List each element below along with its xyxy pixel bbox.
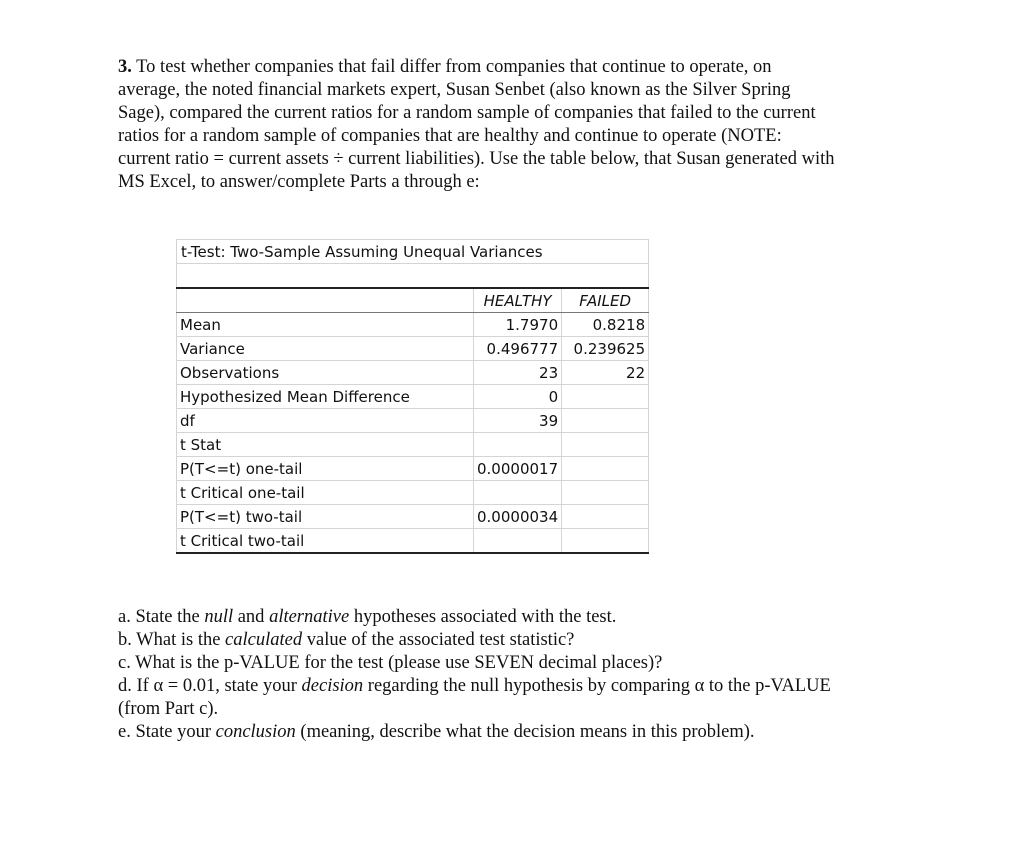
failed-value [562, 505, 649, 529]
failed-value [562, 457, 649, 481]
question-a-emphasis-null: null [204, 607, 234, 627]
failed-value [562, 409, 649, 433]
failed-value [562, 481, 649, 505]
problem-line-5: current ratio = current assets ÷ current liabilities). Use the table below, that Susan generated with [118, 149, 835, 169]
table-title-row [177, 240, 649, 264]
problem-line-6: MS Excel, to answer/complete Parts a through e: [118, 172, 480, 192]
failed-value: 22 [562, 361, 649, 385]
table-row-observations [177, 361, 649, 385]
row-label: P(T<=t) two-tail [177, 505, 474, 529]
question-b-text-end: value of the associated test statistic? [302, 630, 575, 650]
healthy-value: 39 [474, 409, 562, 433]
header-empty-cell [177, 288, 474, 313]
problem-number: 3. [118, 57, 132, 77]
failed-value [562, 529, 649, 554]
question-d-continued: (from Part c). [118, 699, 219, 719]
row-label: t Critical one-tail [177, 481, 474, 505]
healthy-value [474, 529, 562, 554]
question-b-text: b. What is the [118, 630, 226, 650]
question-a-text-end: hypotheses associated with the test. [349, 607, 617, 627]
table-header-row [177, 288, 649, 313]
healthy-value: 0 [474, 385, 562, 409]
question-a-text: a. State the [118, 607, 205, 627]
table-row-variance [177, 337, 649, 361]
healthy-value: 23 [474, 361, 562, 385]
failed-value [562, 433, 649, 457]
healthy-value: 0.496777 [474, 337, 562, 361]
healthy-value [474, 481, 562, 505]
problem-line-2: average, the noted financial markets expert, Susan Senbet (also known as the Silver Spring [118, 80, 791, 100]
problem-line-3: Sage), compared the current ratios for a random sample of companies that failed to the current [118, 103, 816, 123]
question-b [118, 629, 918, 652]
problem-statement [118, 56, 918, 194]
header-failed: FAILED [562, 288, 649, 313]
question-c: c. What is the p-VALUE for the test (please use SEVEN decimal places)? [118, 653, 663, 673]
question-list [118, 606, 918, 744]
question-d-text-end: regarding the null hypothesis by comparing α to the p-VALUE [363, 676, 831, 696]
table-title: t-Test: Two-Sample Assuming Unequal Variances [177, 240, 649, 264]
problem-line-4: ratios for a random sample of companies that are healthy and continue to operate (NOTE: [118, 126, 782, 146]
row-label: Variance [177, 337, 474, 361]
healthy-value [474, 433, 562, 457]
table-row-hypothesized-diff [177, 385, 649, 409]
table-row-t-critical-one-tail [177, 481, 649, 505]
question-b-emphasis: calculated [225, 630, 303, 650]
row-label: Mean [177, 313, 474, 337]
row-label: t Stat [177, 433, 474, 457]
row-label: t Critical two-tail [177, 529, 474, 554]
table-row-mean [177, 313, 649, 337]
question-e-text-end: (meaning, describe what the decision means in this problem). [295, 722, 755, 742]
question-a-emphasis-alternative: alternative [269, 607, 350, 627]
problem-line-1 [118, 56, 918, 79]
row-label: P(T<=t) one-tail [177, 457, 474, 481]
failed-value [562, 385, 649, 409]
table-row-t-critical-two-tail [177, 529, 649, 554]
healthy-value: 1.7970 [474, 313, 562, 337]
question-d-emphasis: decision [301, 676, 364, 696]
table-row-t-stat [177, 433, 649, 457]
question-e-emphasis: conclusion [215, 722, 296, 742]
question-e [118, 721, 918, 744]
table-blank-row [177, 264, 649, 289]
question-d [118, 675, 918, 698]
table-row-df [177, 409, 649, 433]
row-label: df [177, 409, 474, 433]
question-d-text: d. If α = 0.01, state your [118, 676, 302, 696]
row-label: Observations [177, 361, 474, 385]
header-healthy: HEALTHY [474, 288, 562, 313]
problem-text-1: To test whether companies that fail differ from companies that continue to operate, on [131, 57, 772, 77]
healthy-value: 0.0000034 [474, 505, 562, 529]
failed-value: 0.239625 [562, 337, 649, 361]
failed-value: 0.8218 [562, 313, 649, 337]
question-a [118, 606, 918, 629]
row-label: Hypothesized Mean Difference [177, 385, 474, 409]
table-row-p-one-tail [177, 457, 649, 481]
question-a-text-mid: and [233, 607, 270, 627]
ttest-table [176, 239, 649, 554]
healthy-value: 0.0000017 [474, 457, 562, 481]
table-row-p-two-tail [177, 505, 649, 529]
question-e-text: e. State your [118, 722, 216, 742]
